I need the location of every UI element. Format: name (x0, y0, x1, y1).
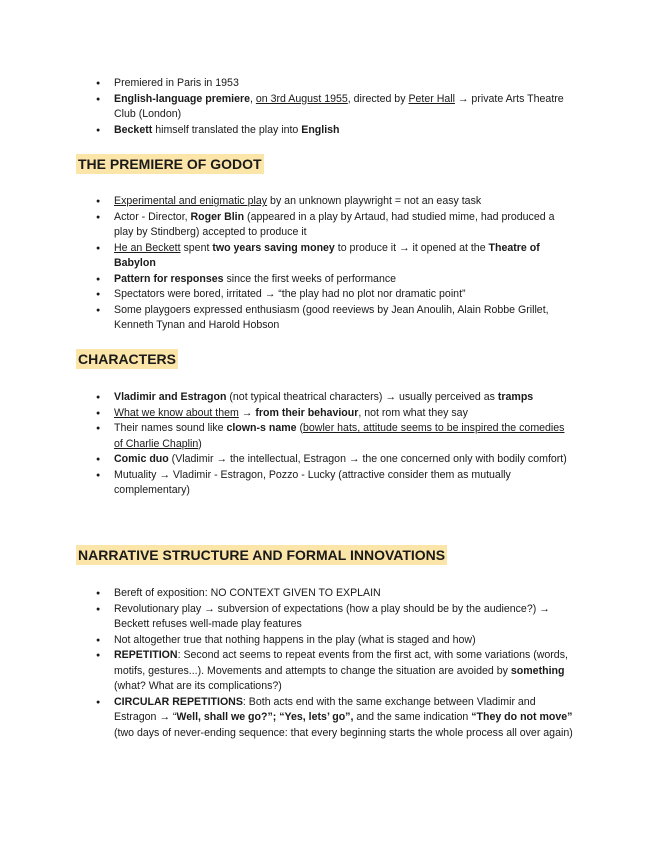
section-heading-characters: CHARACTERS (78, 351, 176, 367)
text-segment: (Vladimir → the intellectual, Estragon → the one concerned only with bodily comfort) (168, 453, 567, 465)
text-segment: Not altogether true that nothing happens in the play (what is staged and how) (114, 633, 476, 646)
text-segment: Premiered in Paris in 1953 (114, 77, 239, 89)
underlined-text: Peter Hall (408, 92, 455, 105)
text-segment: , (250, 92, 256, 105)
text-segment: Actor - Director, (114, 210, 191, 223)
bold-text: two years saving money (212, 241, 335, 254)
section-narrative (0, 545, 655, 741)
characters-list (0, 390, 655, 499)
list-item (74, 602, 584, 633)
bold-text: Vladimir and Estragon (114, 391, 227, 403)
text-segment: ) (198, 437, 202, 450)
list-item (74, 468, 584, 499)
bold-text: tramps (497, 391, 534, 403)
list-item (74, 452, 584, 468)
underlined-text: Experimental and enigmatic play (114, 195, 268, 207)
underlined-text: What we know about them (114, 406, 239, 419)
text-segment: (appeared in a play by Artaud, had studied mime, had produced a play by Stindberg) accepted to produce it (114, 210, 555, 238)
underlined-text: He an Beckett (114, 241, 181, 254)
text-segment: spent (180, 241, 213, 254)
text-segment: : Both acts end with the same exchange between Vladimir and Estragon → “ (114, 695, 536, 723)
underlined-text: on 3rd August 1955 (255, 92, 348, 105)
narrative-list (0, 586, 655, 741)
bold-text: Roger Blin (190, 210, 245, 223)
text-segment: and the same indication (353, 711, 472, 723)
text-segment: , directed by (347, 92, 409, 105)
bold-text: English-language premiere (114, 92, 250, 105)
list-item (74, 633, 584, 649)
bold-text: Pattern for responses (114, 272, 224, 285)
list-item (74, 421, 584, 452)
bold-text: from their behaviour (255, 406, 359, 419)
list-item (74, 303, 584, 334)
list-item (74, 210, 584, 241)
list-item (74, 287, 584, 303)
text-segment: (not typical theatrical characters) → usually perceived as (226, 391, 498, 403)
list-item (74, 406, 584, 422)
text-segment: Some playgoers expressed enthusiasm (good reeviews by Jean Anoulih, Alain Robbe Grillet, Kenneth Tynan and Harold Hobson (114, 303, 549, 331)
text-segment: Mutuality → Vladimir - Estragon, Pozzo - Lucky (attractive consider them as mutually complementary) (114, 468, 511, 496)
text-segment: (what? What are its complications?) (114, 680, 282, 692)
section-heading-premiere: THE PREMIERE OF GODOT (78, 156, 262, 172)
text-segment: → private Arts Theatre Club (London) (114, 92, 564, 120)
text-segment: Revolutionary play → subversion of expectations (how a play should be by the audience?) → Beckett refuses well-made play features (114, 602, 550, 630)
list-item (74, 272, 584, 288)
section-heading-narrative: NARRATIVE STRUCTURE AND FORMAL INNOVATIONS (78, 547, 446, 563)
bold-text: clown-s name (226, 422, 297, 434)
intro-list (0, 76, 655, 138)
list-item (74, 123, 584, 139)
bold-text: CIRCULAR REPETITIONS (114, 695, 243, 708)
list-item (74, 194, 584, 210)
text-segment: (two days of never-ending sequence: that every beginning starts the whole process all over again) (114, 726, 573, 739)
text-segment: by an unknown playwright = not an easy task (267, 195, 482, 207)
text-segment: : Second act seems to repeat events from the first act, with some variations (words, motifs, gestures...). Movements and attempts to change the situation are avoided by (114, 649, 568, 677)
list-item (74, 695, 584, 742)
section-characters (0, 349, 655, 499)
bold-text: Well, shall we go?”; “Yes, lets’ go”, (176, 711, 354, 723)
text-segment: Spectators were bored, irritated → “the play had no plot nor dramatic point” (114, 288, 466, 300)
text-segment: Their names sound like (114, 422, 227, 434)
premiere-list (0, 194, 655, 334)
list-item (74, 241, 584, 272)
section-premiere (0, 154, 655, 334)
bold-text: English (301, 123, 340, 136)
list-item (74, 648, 584, 695)
bold-text: REPETITION (114, 649, 178, 661)
list-item (74, 390, 584, 406)
text-segment: since the first weeks of performance (223, 272, 397, 285)
bold-text: “They do not move” (471, 711, 573, 723)
bold-text: something (510, 664, 565, 677)
underlined-text: bowler hats, attitude seems to be inspired the comedies of Charlie Chaplin (114, 422, 565, 450)
bold-text: Comic duo (114, 453, 169, 465)
text-segment: Bereft of exposition: NO CONTEXT GIVEN TO EXPLAIN (114, 587, 381, 599)
text-segment: , not rom what they say (358, 406, 468, 419)
text-segment: ( (296, 422, 304, 434)
text-segment: himself translated the play into (152, 123, 302, 136)
list-item (74, 586, 584, 602)
bold-text: Theatre of Babylon (114, 241, 540, 269)
list-item (74, 76, 584, 92)
text-segment: → (238, 406, 256, 419)
intro-block (0, 76, 655, 138)
bold-text: Beckett (114, 123, 153, 136)
list-item (74, 92, 584, 123)
text-segment: to produce it → it opened at the (334, 241, 489, 254)
